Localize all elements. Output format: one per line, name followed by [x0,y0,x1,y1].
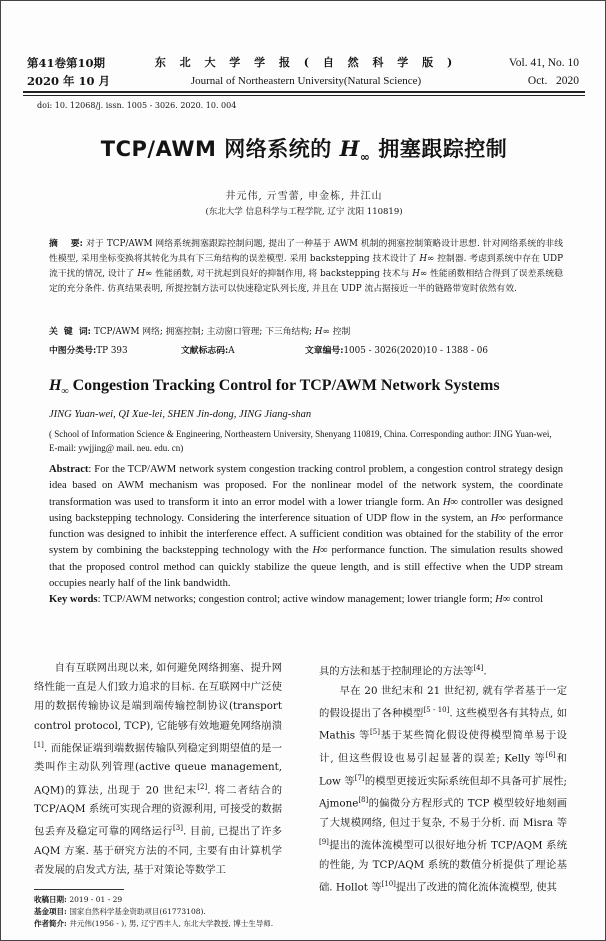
body-right-paragraph-0 [319,659,567,682]
footnote-received [34,894,574,906]
body-left-paragraph [34,659,282,881]
authors-en: JING Yuan-wei, QI Xue-lei, SHEN Jin-dong, JING Jiang-shan [49,409,312,420]
citation-ref: [10] [381,879,396,888]
title-en-h: H [49,377,62,394]
keywords-cn-text: TCP/AWM 网络; 拥塞控制; 主动窗口管理; 下三角结构; [93,327,315,337]
footnote-rule [34,889,124,890]
body-right-text-1d: 和 Low 等 [319,752,567,788]
abstract-cn-text-1: 对于 TCP/AWM 网络系统拥塞跟踪控制问题, 提出了一种基于 AWM 机制的拥塞控制策略设计思想. 针对网络系统的非线性模型, 采用坐标变换将其转化为具有下三角结构的误差模型. 采用 backstepping 技术设计了 [49,239,563,264]
header-journal-cn: 东 北 大 学 学 报 ( 自 然 科 学 版 ) [154,56,458,69]
citation-ref: [5 - 10] [423,705,450,714]
header-volume-block [27,54,110,90]
title-cn-h: H [339,136,360,161]
header-volume-en: Vol. 41, No. 10 [508,57,579,69]
header-volume-cn: 第41卷第10期 [27,56,106,70]
doc-code-label: 文献标志码: [181,346,229,356]
keywords-en-h: H∞ [495,594,511,606]
footnote-fund-value: 国家自然科学基金资助项目(61773108). [69,907,206,916]
citation-ref: [3] [173,824,183,833]
abstract-cn-text-3: 性能函数, 对干扰起到良好的抑制作用, 将 backstepping 技术与 [152,269,413,279]
keywords-en-label: Key words [49,594,98,606]
body-right-text-1b: . 这些模型各有其特点, 如 Mathis 等 [319,707,568,742]
body-right-text-1h: 提出了改进的简化流体流模型, 使其 [395,881,557,894]
body-left-text-1: 自有互联网出现以来, 如何避免网络拥塞、提升网络性能一直是人们致力追求的目标. 在互联网中广泛使用的数据传输协议是端到端传输控制协议(transport control protocol, TCP), 它能够有效地避免网络崩溃 [34,662,282,732]
doc-code-block [181,343,305,356]
body-right-text-0: 具的方法和基于控制理论的方法等 [319,665,474,678]
affiliation-en: ( School of Information Science & Engineering, Northeastern University, Shenyang 110819, China. Corresponding author: JING Yuan-wei, E-mail: ywjjing@ mail. neu. edu. cn) [49,429,552,453]
authors-cn: 井元伟, 亓雪蕾, 申金栋, 井江山 [225,191,383,202]
keywords-en [49,592,563,608]
abstract-cn-text-4: 性能函数相结合得到了误差系统稳定的充分条件. 仿真结果表明, 所提控制方法可以快速稳定队列长度, 并且在 UDP 流占据接近一半的链路带宽时依然有效. [49,269,563,294]
citation-ref: [1] [34,740,44,749]
citation-ref: [8] [358,796,369,805]
abstract-en-text-2: controller was designed using backstepping technology. Considering the interference situation of UDP flow in the system, an [49,496,563,524]
article-no-label: 文章编号: [305,346,344,356]
body-left-text-3: . 将二者结合的 TCP/AQM 系统可实现合理的资源利用, 可接受的数据包丢弃及稳定可靠的网络运行 [34,784,282,838]
header-rule-thin [23,95,585,96]
abstract-en-label: Abstract [49,464,89,475]
keywords-cn-h: H∞ [314,327,330,337]
abstract-en-h-3: H∞ [312,545,328,557]
title-cn [1,133,606,164]
footnote-fund-label: 基金项目: [34,907,70,916]
body-right-text-1a: 早在 20 世纪末和 21 世纪初, 就有学者基于一定的假设提出了各种模型 [319,684,567,720]
doc-code-value: A [228,346,235,356]
header-date-cn: 2020 年 10 月 [27,74,111,88]
header-journal-block [151,54,461,90]
abstract-cn [49,237,563,297]
footnote-fund [34,906,574,918]
footnote-author [34,918,574,930]
citation-ref: [5] [370,728,380,737]
title-en-infinity: ∞ [61,386,69,398]
classification-cn [49,343,563,356]
title-en-text: Congestion Tracking Control for TCP/AWM Network Systems [72,377,500,394]
body-right-text-1c: 基于某些简化假设使得模型简单易于设计, 但这些假设也易引起显著的误差; Kelly 等 [319,729,567,765]
abstract-cn-text-2: 控制器. 考虑到系统中存在 UDP 流干扰的情况, 设计了 [49,254,564,279]
footnote [34,894,574,930]
affiliation-cn: (东北大学 信息科学与工程学院, 辽宁 沈阳 110819) [205,207,403,217]
body-right-paragraph-1 [319,682,567,898]
abstract-en-text-4: performance function. The simulation results showed that the proposed control method can quickly stabilize the queue length, and is still effective when the UDP stream occupies nearly half of the link bandwidth. [49,545,563,590]
clc-block [49,343,181,356]
body-left-text-4: . 目前, 已提出了许多 AQM 方案. 基于研究方法的不同, 主要有由计算机学者发展的启发式方法, 基于对策论等数学工 [34,825,282,877]
body-left-text-2: . 而能保证端到端数据传输队列稳定到期望值的是一类叫作主动队列管理(active queue management, AQM)的算法, 出现于 20 世纪末 [34,742,282,797]
keywords-en-text: : TCP/AWM networks; congestion control; active window management; lower triangle form; [97,594,496,606]
clc-label: 中图分类号: [49,346,97,356]
footnote-received-label: 收稿日期: [34,895,70,904]
footnote-received-value: 2019 - 01 - 29 [69,895,123,904]
header-volume-en-block [509,54,579,90]
abstract-en-h-2: H∞ [490,512,506,524]
article-no-block [305,343,488,356]
citation-ref: [6] [545,751,556,760]
body-right-text-1f: 的偏微分方程形式的 TCP 模型较好地刻画了大规模网络, 但过于复杂, 不易于分析. 而 Misra 等 [319,797,567,829]
header-date-en: Oct. 2020 [527,75,579,87]
body-column-left [34,659,282,881]
doi: doi: 10. 12068/j. issn. 1005 - 3026. 2020. 10. 004 [37,101,237,110]
abstract-cn-h-3: H∞ [412,269,428,279]
title-cn-post: 拥塞跟踪控制 [370,137,508,161]
abstract-en-h-1: H∞ [442,496,459,508]
keywords-en-post: control [510,594,544,606]
citation-ref: [9] [319,838,329,847]
abstract-en-text-3: performance function was designed to inhibit the interference effect. A sufficient condition was obtained for the stability of the error system by combining the backstepping technology with the [49,512,563,557]
body-column-right [319,659,567,898]
citation-ref: [7] [354,773,365,782]
clc-value: TP 393 [96,346,128,356]
keywords-cn [49,324,563,337]
citation-ref: [4] [473,664,484,672]
citation-ref: [2] [197,782,208,791]
footnote-author-label: 作者简介: [34,919,70,928]
abstract-cn-h-2: H∞ [137,269,153,279]
title-cn-pre: TCP/AWM 网络系统的 [100,137,340,161]
body-right-text-1e: 的模型更接近实际系统但却不具备可扩展性; Ajmone [319,775,568,810]
body-right-text-1g: 提出的流体流模型可以很好地分析 TCP/AQM 系统的性能, 为 TCP/AQM 系统的数值分析提供了理论基础. Hollot 等 [319,839,567,894]
abstract-en-text-1: : For the TCP/AWM network system congestion tracking control problem, a congestion control strategy design idea based on AWM mechanism was proposed. For the nonlinear model of the network system, the coordinate transformation was used to transform it into an error model with a lower triangle form. An [49,464,563,508]
keywords-cn-post: 控制 [329,327,351,337]
title-cn-infinity: ∞ [359,150,371,165]
abstract-cn-h-1: H∞ [419,254,435,264]
abstract-en [49,462,563,609]
article-no-value: 1005 - 3026(2020)10 - 1388 - 06 [343,346,488,356]
title-en [49,377,569,397]
header-journal-en: Journal of Northeastern University(Natural Science) [190,75,422,87]
body-right-text-0b: . [483,665,487,678]
keywords-cn-label: 关 键 词: [49,327,94,337]
header-rule-thick [23,91,585,93]
footnote-author-value: 井元伟(1956 - ), 男, 辽宁西丰人, 东北大学教授, 博士生导师. [69,919,274,928]
abstract-cn-label: 摘 要: [49,239,87,249]
